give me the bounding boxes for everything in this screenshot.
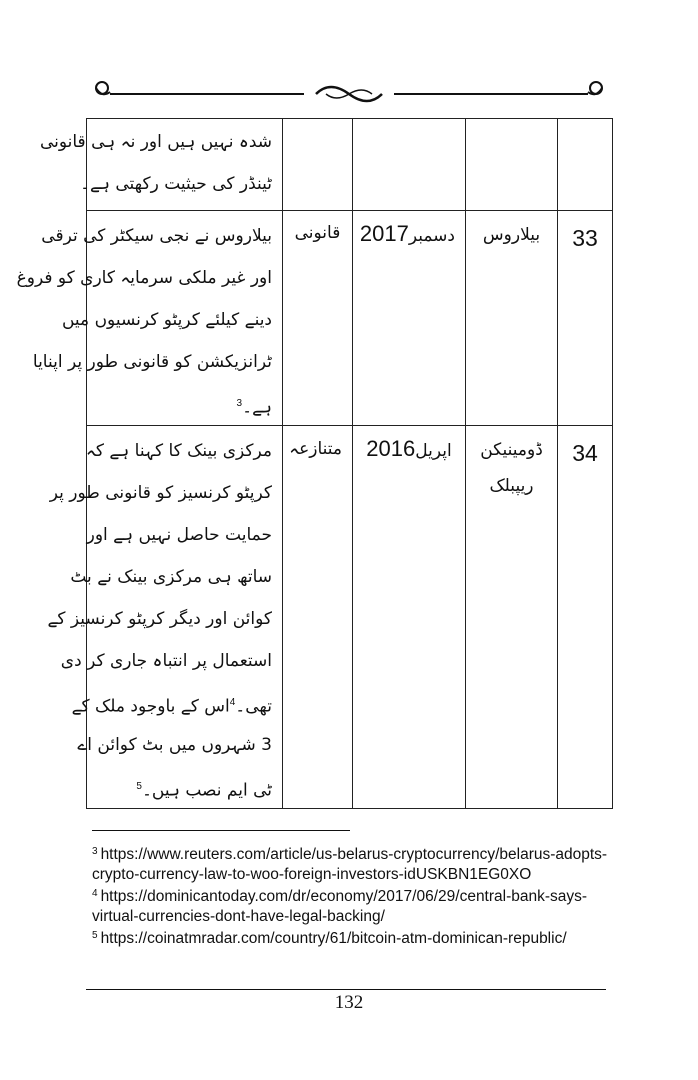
table-row bbox=[87, 211, 613, 426]
cell-date: اپریل2016 bbox=[353, 426, 466, 809]
footnote-ref: 3 bbox=[236, 398, 243, 409]
cell-number bbox=[558, 119, 613, 211]
cell-date bbox=[353, 119, 466, 211]
cell-description: بیلاروس نے نجی سیکٹر کی ترقی اور غیر ملکی سرمایہ کاری کو فروغ دینے کیلئے کرپٹو کرنسیوں میں ٹرانزیکشن کو قانونی طور پر اپنایا ہے۔$^3$ bbox=[87, 211, 283, 426]
cell-country: بیلاروس bbox=[466, 211, 558, 426]
footnote: $^3$ https://www.reuters.com/article/us-belarus-cryptocurrency/belarus-adopts-crypto-currency-law-to-woo-foreign-investors-idUSKBN1EG0XO bbox=[92, 846, 608, 883]
header-ornament bbox=[86, 70, 612, 110]
cell-date: دسمبر2017 bbox=[353, 211, 466, 426]
footnote: $^4$ https://dominicantoday.com/dr/economy/2017/06/29/central-bank-says-virtual-currencies-dont-have-legal-backing/ bbox=[92, 888, 588, 925]
cell-status: متنازعہ bbox=[283, 426, 353, 809]
cell-country: ڈومینیکن ریپبلک bbox=[466, 426, 558, 809]
cell-description: مرکزی بینک کا کہنا ہے کہ کرپٹو کرنسیز کو قانونی طور پر حمایت حاصل نہیں ہے اور ساتھ ہی مرکزی بینک نے بٹ کوائن اور دیگر کرپٹو کرنسیز کے استعمال پر انتباہ جاری کر دی تھی۔$^4$اس کے باوجود ملک کے 3 شہروں میں بٹ کوائن اے ٹی ایم نصب ہیں۔$^5$ bbox=[87, 426, 283, 809]
page-bottom-rule bbox=[86, 989, 606, 990]
footnote-separator bbox=[92, 830, 350, 831]
footnote-ref: 4 bbox=[229, 697, 236, 708]
cell-number: 34 bbox=[558, 426, 613, 809]
cell-number: 33 bbox=[558, 211, 613, 426]
cell-description: شدہ نہیں ہیں اور نہ ہی قانونی ٹینڈر کی حیثیت رکھتی ہے۔ bbox=[87, 119, 283, 211]
footnote: $^5$ https://coinatmradar.com/country/61/bitcoin-atm-dominican-republic/ bbox=[92, 930, 567, 947]
footnotes bbox=[92, 842, 612, 949]
cell-status bbox=[283, 119, 353, 211]
page-number: 132 bbox=[334, 992, 364, 1013]
footnote-ref: 5 bbox=[136, 781, 142, 792]
table-row bbox=[87, 426, 613, 809]
cell-status: قانونی bbox=[283, 211, 353, 426]
crypto-status-table bbox=[16, 118, 613, 809]
table-row bbox=[87, 119, 613, 211]
cell-country bbox=[466, 119, 558, 211]
